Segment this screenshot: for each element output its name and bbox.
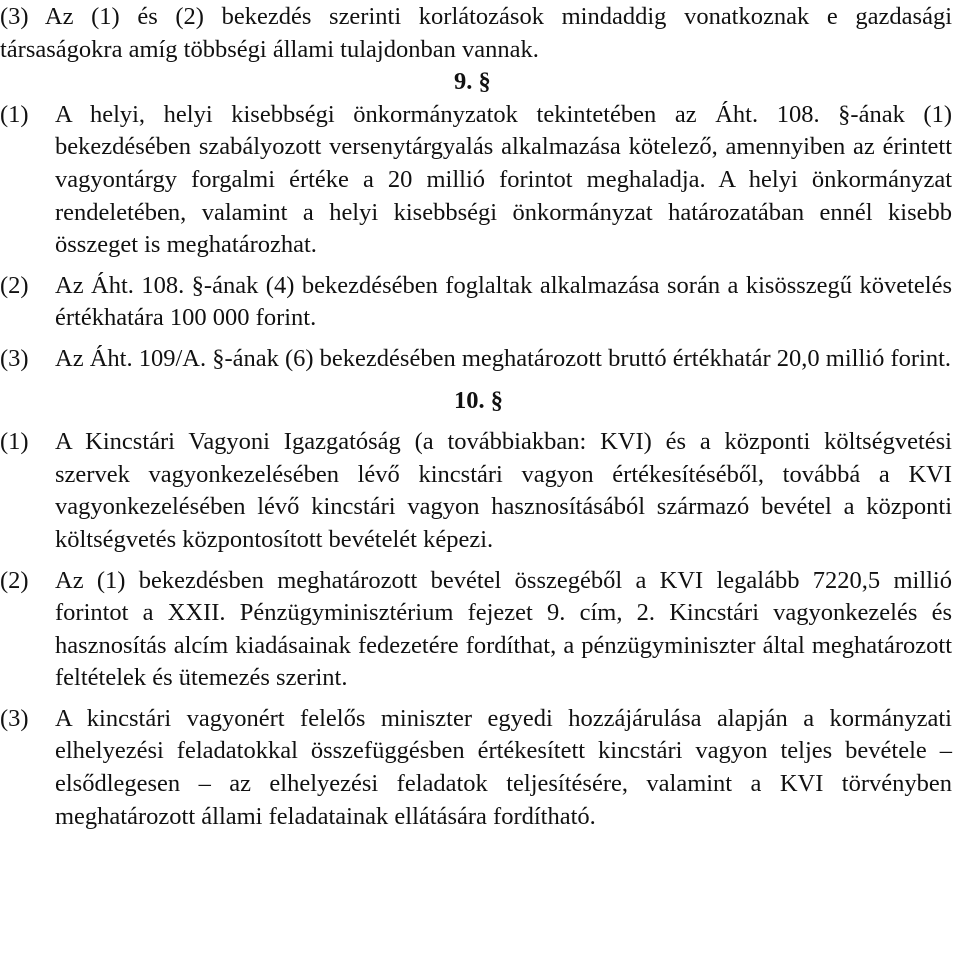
document-page	[0, 1, 952, 833]
section-heading-9: 9. §	[454, 68, 491, 96]
paragraph-number: (3)	[0, 344, 29, 372]
paragraph-number: (3)	[0, 3, 29, 30]
paragraph-text: Az (1) bekezdésben meghatározott bevétel összegéből a KVI legalább 7220,5 millió forintot a XXII. Pénzügyminisztérium fejezet 9. cím, 2. Kincstári vagyonkezelés és hasznosítás alcím kiadásainak fedezetére fordíthat, a pénzügyminiszter által meghatározott feltételek és ütemezés szerint.	[55, 566, 952, 692]
paragraph-10-3	[0, 703, 952, 833]
paragraph-number: (2)	[0, 566, 29, 594]
paragraph-number: (1)	[0, 100, 29, 128]
section-heading-10: 10. §	[454, 386, 503, 414]
paragraph-8-3	[0, 1, 952, 66]
paragraph-text: A helyi, helyi kisebbségi önkormányzatok tekintetében az Áht. 108. §-ának (1) bekezdésében szabályozott versenytárgyalás alkalmazása kötelező, amennyiben az érintett vagyontárgy forgalmi értéke a 20 millió forintot meghaladja. A helyi önkormányzat rendeletében, valamint a helyi kisebbségi önkormányzat határozatában ennél kisebb összeget is meghatározhat.	[55, 100, 952, 259]
paragraph-number: (1)	[0, 428, 29, 456]
paragraph-text: A Kincstári Vagyoni Igazgatóság (a továbbiakban: KVI) és a központi költségvetési szervek vagyonkezelésében lévő kincstári vagyon értékesítéséből, továbbá a KVI vagyonkezelésében lévő kincstári vagyon hasznosításából származó bevétel a központi költségvetés központosított bevételét képezi.	[55, 428, 952, 553]
paragraph-text: Az (1) és (2) bekezdés szerinti korlátozások mindaddig vonatkoznak e gazdasági társaságokra amíg többségi állami tulajdonban vannak.	[0, 3, 953, 63]
paragraph-9-2	[0, 270, 952, 335]
paragraph-10-2	[0, 565, 952, 695]
paragraph-9-1	[0, 99, 952, 262]
paragraph-10-1	[0, 426, 952, 556]
paragraph-number: (3)	[0, 704, 29, 732]
paragraph-text: Az Áht. 108. §-ának (4) bekezdésében foglaltak alkalmazása során a kisösszegű követelés értékhatára 100 000 forint.	[55, 271, 952, 332]
paragraph-text: A kincstári vagyonért felelős miniszter egyedi hozzájárulása alapján a kormányzati elhelyezési feladatokkal összefüggésben értékesített kincstári vagyon teljes bevétele – elsődlegesen – az elhelyezési feladatok teljesítésére, valamint a KVI törvényben meghatározott állami feladatainak ellátására fordítható.	[55, 704, 952, 830]
paragraph-text: Az Áht. 109/A. §-ának (6) bekezdésében meghatározott bruttó értékhatár 20,0 millió forint.	[55, 344, 951, 372]
paragraph-9-3	[0, 343, 952, 376]
paragraph-number: (2)	[0, 271, 29, 299]
